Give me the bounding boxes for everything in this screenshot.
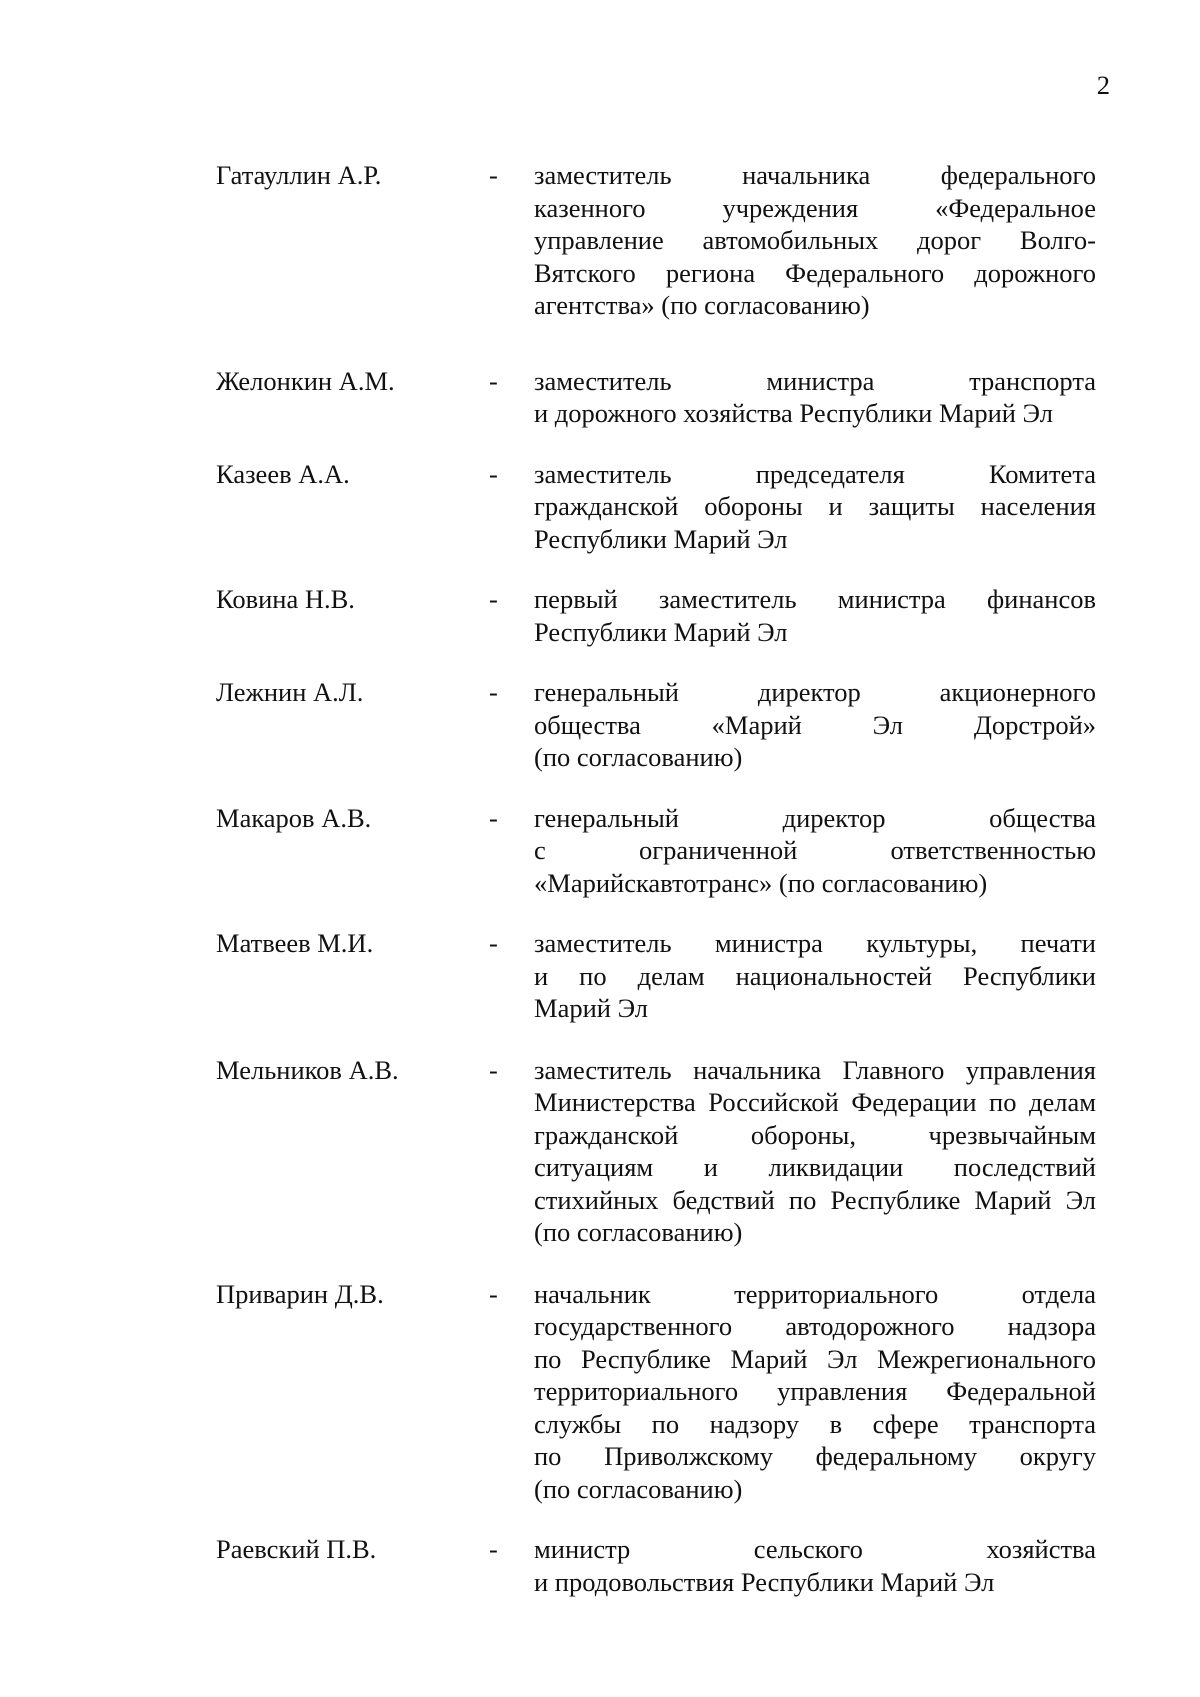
member-name: Приварин Д.В. [216, 1278, 384, 1309]
position-line: управление автомобильных дорог Волго- [534, 225, 1096, 255]
member-position [534, 1533, 1096, 1598]
member-entry [216, 583, 1096, 648]
member-position [534, 1054, 1096, 1249]
position-line: первый заместитель министра финансов [534, 584, 1096, 614]
position-line: Республики Марий Эл [534, 616, 788, 647]
position-line: агентства» (по согласованию) [534, 290, 870, 320]
position-line: заместитель начальника федерального [534, 160, 1096, 190]
member-name: Макаров А.В. [216, 802, 372, 833]
member-position [534, 365, 1096, 430]
member-entry [216, 676, 1096, 774]
position-line: гражданской обороны, чрезвычайным [534, 1119, 1096, 1150]
member-position [534, 458, 1096, 556]
position-line: и продовольствия Республики Марий Эл [534, 1566, 995, 1597]
position-line: стихийных бедствий по Республике Марий Эл [534, 1184, 1096, 1215]
position-line: по Республике Марий Эл Межрегионального [534, 1343, 1096, 1374]
dash-separator: - [489, 1278, 498, 1309]
member-position [534, 802, 1096, 900]
position-line: территориального управления Федеральной [534, 1376, 1096, 1406]
member-entry [216, 1054, 1096, 1249]
dash-separator: - [489, 802, 498, 833]
member-list [216, 131, 1096, 1598]
member-entry [216, 458, 1096, 556]
member-position [534, 676, 1096, 774]
position-line: министр сельского хозяйства [534, 1534, 1096, 1564]
member-name: Матвеев М.И. [216, 928, 374, 958]
dash-separator: - [489, 584, 498, 614]
position-line: «Марийскавтотранс» (по согласованию) [534, 867, 988, 898]
member-entry [216, 802, 1096, 900]
position-line: Вятского региона Федерального дорожного [534, 257, 1096, 288]
position-line: по Приволжскому федеральному округу [534, 1441, 1096, 1471]
dash-separator: - [489, 365, 498, 396]
position-line: с ограниченной ответственностью [534, 835, 1096, 865]
position-line: службы по надзору в сфере транспорта [534, 1408, 1096, 1439]
member-entry [216, 927, 1096, 1025]
dash-separator: - [489, 1534, 498, 1564]
position-line: заместитель министра культуры, печати [534, 928, 1096, 958]
member-position [534, 1278, 1096, 1506]
position-line: заместитель председателя Комитета [534, 458, 1096, 489]
member-name: Казеев А.А. [216, 458, 350, 489]
member-entry [216, 1278, 1096, 1506]
member-entry [216, 1533, 1096, 1598]
member-name: Гатауллин А.Р. [216, 160, 382, 190]
position-line: общества «Марий Эл Дорстрой» [534, 709, 1096, 740]
position-line: начальник территориального отдела [534, 1278, 1096, 1309]
page-number: 2 [1096, 70, 1110, 100]
member-name: Желонкин А.М. [216, 365, 395, 396]
position-line: гражданской обороны и защиты населения [534, 491, 1096, 521]
member-name: Раевский П.В. [216, 1534, 377, 1564]
position-line: генеральный директор общества [534, 802, 1096, 833]
position-line: ситуациям и ликвидации последствий [534, 1152, 1096, 1182]
position-line: Министерства Российской Федерации по делам [534, 1087, 1096, 1117]
member-position [534, 927, 1096, 1025]
member-position [534, 159, 1096, 322]
member-name: Мельников А.В. [216, 1054, 399, 1085]
position-line: казенного учреждения «Федеральное [534, 192, 1096, 223]
position-line: заместитель министра транспорта [534, 365, 1096, 396]
member-position [534, 583, 1096, 648]
position-line: государственного автодорожного надзора [534, 1311, 1096, 1341]
dash-separator: - [489, 1054, 498, 1085]
dash-separator: - [489, 928, 498, 958]
position-line: Республики Марий Эл [534, 523, 788, 554]
position-line: заместитель начальника Главного управления [534, 1054, 1096, 1085]
member-name: Лежнин А.Л. [216, 677, 364, 707]
position-line: (по согласованию) [534, 1473, 743, 1504]
position-line: и по делам национальностей Республики [534, 960, 1096, 991]
position-line: Марий Эл [534, 993, 648, 1023]
dash-separator: - [489, 677, 498, 707]
position-line: (по согласованию) [534, 1217, 743, 1247]
position-line: (по согласованию) [534, 742, 743, 772]
member-name: Ковина Н.В. [216, 584, 355, 614]
position-line: генеральный директор акционерного [534, 677, 1096, 707]
dash-separator: - [489, 458, 498, 489]
member-entry [216, 365, 1096, 430]
position-line: и дорожного хозяйства Республики Марий Эл [534, 398, 1053, 428]
dash-separator: - [489, 160, 498, 190]
member-entry [216, 159, 1096, 322]
